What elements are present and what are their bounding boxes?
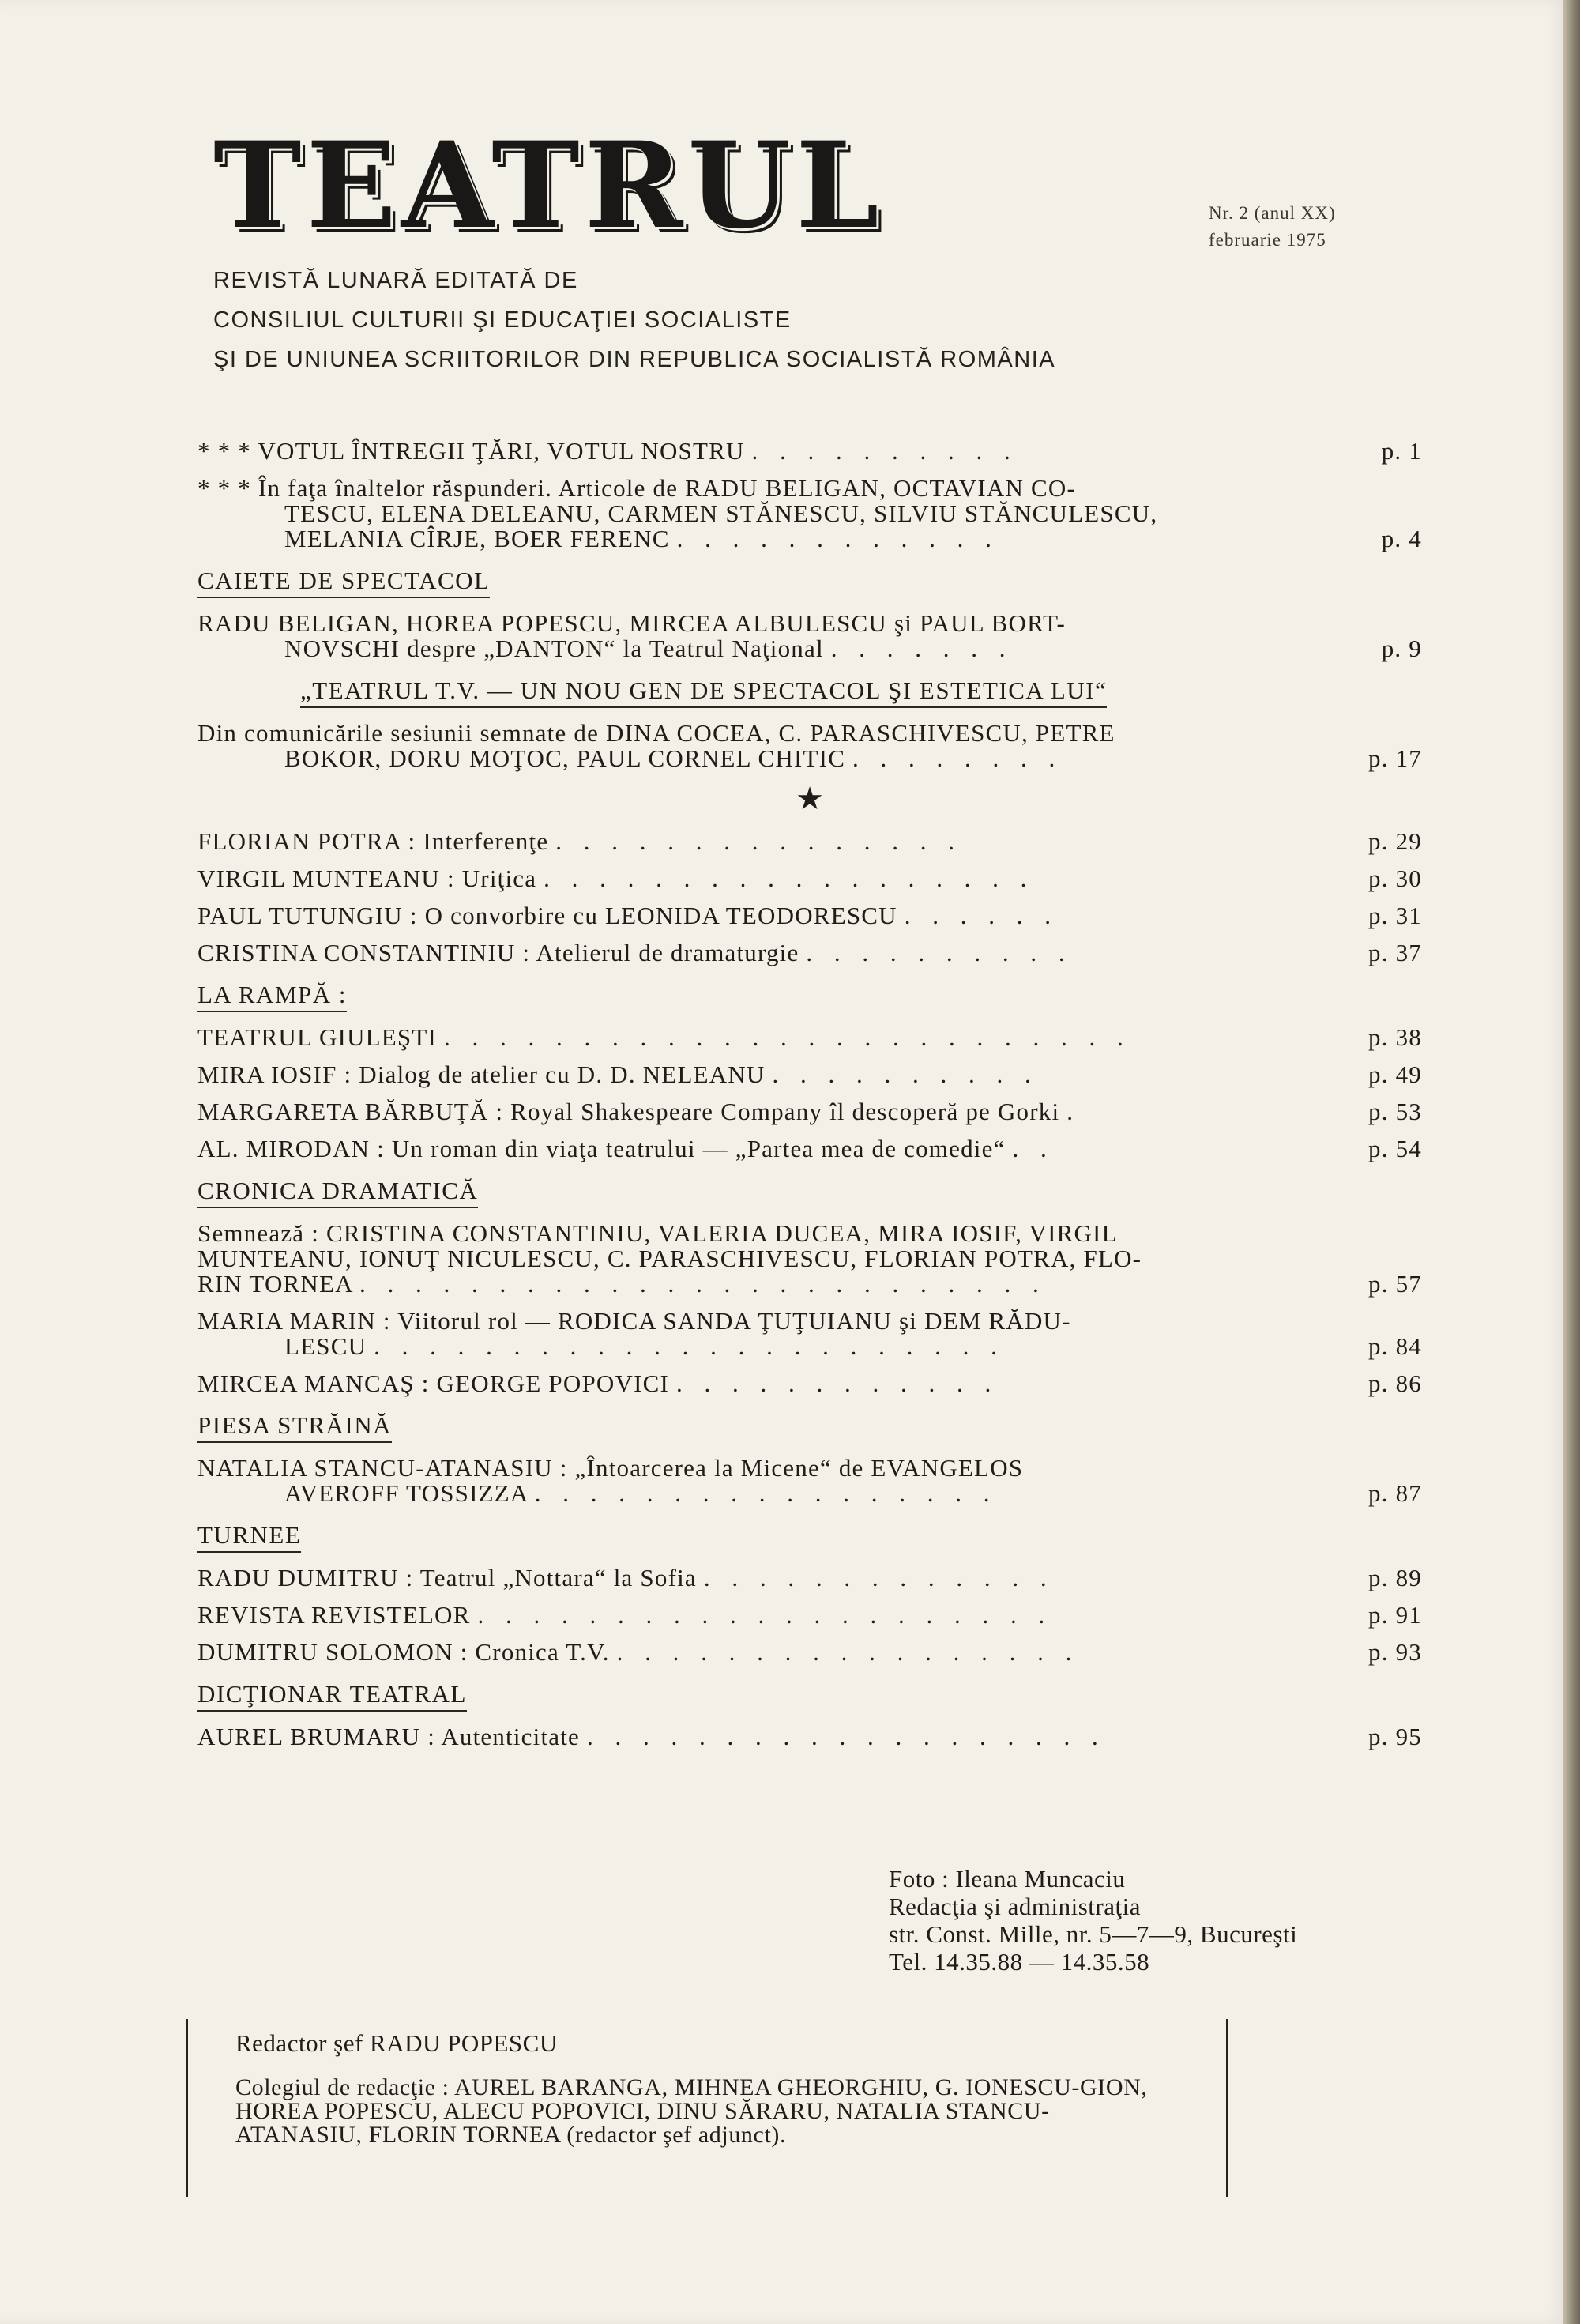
address: str. Const. Mille, nr. 5—7—9, Bucureşti xyxy=(889,1920,1298,1948)
editor-in-chief: Redactor şef RADU POPESCU xyxy=(235,2029,558,2057)
toc-entry[interactable]: MARGARETA BĂRBUŢĂ : Royal Shakespeare Company îl descoperă pe Gorki . p. 53 xyxy=(198,1098,1422,1125)
toc-entry[interactable]: AL. MIRODAN : Un roman din viaţa teatrului — „Partea mea de comedie“ . . p. 54 xyxy=(198,1135,1422,1162)
entry-text: VIRGIL MUNTEANU : Uriţica xyxy=(198,864,537,892)
entry-text: TESCU, ELENA DELEANU, CARMEN STĂNESCU, SILVIU STĂNCULESCU, xyxy=(284,499,1158,527)
entry-text: REVISTA REVISTELOR xyxy=(198,1601,471,1629)
toc-entry[interactable]: VIRGIL MUNTEANU : Uriţica . . . . . . . . . . . . . . . . . . p. 30 xyxy=(198,864,1422,892)
telephone: Tel. 14.35.88 — 14.35.58 xyxy=(889,1948,1150,1976)
entry-text: Semnează : CRISTINA CONSTANTINIU, VALERIA DUCEA, MIRA IOSIF, VIRGIL xyxy=(198,1219,1118,1247)
photo-credit: Foto : Ileana Muncaciu xyxy=(889,1865,1126,1893)
toc-entry[interactable]: TEATRUL GIULEŞTI . . . . . . . . . . . . . . . . . . . . . . . . . p. 38 xyxy=(198,1023,1422,1051)
editorial-office: Redacţia şi administraţia xyxy=(889,1893,1141,1920)
address-block xyxy=(889,1865,1297,1976)
page-number: p. 53 xyxy=(1368,1098,1422,1125)
table-of-contents xyxy=(198,439,1422,1761)
toc-entry[interactable]: AUREL BRUMARU : Autenticitate . . . . . . . . . . . . . . . . . . . p. 95 xyxy=(198,1723,1422,1750)
page-number: p. 89 xyxy=(1368,1564,1422,1591)
publisher-line: CONSILIUL CULTURII ŞI EDUCAŢIEI SOCIALISTE xyxy=(213,307,792,333)
toc-entry[interactable]: MARIA MARIN : Viitorul rol — RODICA SANDA ŢUŢUIANU şi DEM RĂDU- LESCU . . . . . . . . . . . . . . . . . . . . . . . p. 84 xyxy=(198,1307,1422,1360)
toc-entry[interactable]: PAUL TUTUNGIU : O convorbire cu LEONIDA TEODORESCU . . . . . . p. 31 xyxy=(198,902,1422,929)
entry-text: LESCU xyxy=(284,1332,367,1360)
entry-text: MUNTEANU, IONUŢ NICULESCU, C. PARASCHIVESCU, FLORIAN POTRA, FLO- xyxy=(198,1245,1142,1272)
publisher-line: ŞI DE UNIUNEA SCRIITORILOR DIN REPUBLICA SOCIALISTĂ ROMÂNIA xyxy=(213,347,1056,372)
page-number: p. 93 xyxy=(1368,1638,1422,1666)
toc-entry[interactable]: Din comunicările sesiunii semnate de DINA COCEA, C. PARASCHIVESCU, PETRE BOKOR, DORU MOŢOC, PAUL CORNEL CHITIC . . . . . . . . p. 17 xyxy=(198,719,1422,772)
entry-text: RADU BELIGAN, HOREA POPESCU, MIRCEA ALBULESCU şi PAUL BORT- xyxy=(198,609,1066,637)
binding-edge xyxy=(1563,0,1580,2324)
entry-text: DUMITRU SOLOMON : Cronica T.V. xyxy=(198,1638,610,1666)
entry-text: RIN TORNEA xyxy=(198,1270,353,1298)
entry-text: AL. MIRODAN : Un roman din viaţa teatrului — „Partea mea de comedie“ xyxy=(198,1135,1006,1162)
toc-entry[interactable]: MIRA IOSIF : Dialog de atelier cu D. D. NELEANU . . . . . . . . . . p. 49 xyxy=(198,1060,1422,1088)
entry-text: MARGARETA BĂRBUŢĂ : Royal Shakespeare Company îl descoperă pe Gorki xyxy=(198,1098,1060,1125)
entry-text: FLORIAN POTRA : Interferenţe xyxy=(198,827,549,855)
entry-text: TEATRUL GIULEŞTI xyxy=(198,1023,438,1051)
issue-number: Nr. 2 (anul XX) xyxy=(1209,203,1336,223)
entry-text: AUREL BRUMARU : Autenticitate xyxy=(198,1723,580,1750)
page-number: p. 54 xyxy=(1368,1135,1422,1162)
entry-text: MELANIA CÎRJE, BOER FERENC xyxy=(284,525,670,552)
toc-entry[interactable]: Semnează : CRISTINA CONSTANTINIU, VALERIA DUCEA, MIRA IOSIF, VIRGIL MUNTEANU, IONUŢ NICULESCU, C. PARASCHIVESCU, FLORIAN POTRA, FLO- RIN TORNEA . . . . . . . . . . . . . . . . . . . . . . . . . p. 57 xyxy=(198,1219,1422,1298)
logo-text: TEATRUL xyxy=(213,116,884,255)
publisher-block xyxy=(213,261,1055,379)
page-number: p. 1 xyxy=(1381,437,1422,465)
page-number: p. 31 xyxy=(1368,902,1422,929)
page-number: p. 49 xyxy=(1368,1060,1422,1088)
toc-entry[interactable]: NATALIA STANCU-ATANASIU : „Întoarcerea la Micene“ de EVANGELOS AVEROFF TOSSIZZA . . . . . . . . . . . . . . . . . p. 87 xyxy=(198,1454,1422,1507)
entry-text: MARIA MARIN : Viitorul rol — RODICA SANDA ŢUŢUIANU şi DEM RĂDU- xyxy=(198,1307,1071,1335)
entry-text: NATALIA STANCU-ATANASIU : „Întoarcerea la Micene“ de EVANGELOS xyxy=(198,1454,1024,1482)
issue-date: februarie 1975 xyxy=(1209,230,1326,250)
entry-text: NOVSCHI despre „DANTON“ la Teatrul Naţional xyxy=(284,635,824,662)
entry-text: BOKOR, DORU MOŢOC, PAUL CORNEL CHITIC xyxy=(284,744,846,772)
entry-text: * * * VOTUL ÎNTREGII ŢĂRI, VOTUL NOSTRU xyxy=(198,437,745,465)
section-heading: TURNEE xyxy=(198,1521,301,1553)
teatrul-logo xyxy=(213,116,884,255)
entry-text: MIRA IOSIF : Dialog de atelier cu D. D. NELEANU xyxy=(198,1060,766,1088)
toc-entry[interactable]: FLORIAN POTRA : Interferenţe . . . . . . . . . . . . . . . p. 29 xyxy=(198,827,1422,855)
page-number: p. 17 xyxy=(1368,744,1422,772)
page-number: p. 95 xyxy=(1368,1723,1422,1750)
section-heading: LA RAMPĂ : xyxy=(198,981,347,1012)
page-number: p. 57 xyxy=(1368,1270,1422,1298)
entry-text: RADU DUMITRU : Teatrul „Nottara“ la Sofia xyxy=(198,1564,697,1591)
page-number: p. 29 xyxy=(1368,827,1422,855)
toc-entry[interactable]: * * * VOTUL ÎNTREGII ŢĂRI, VOTUL NOSTRU . . . . . . . . . . p. 1 xyxy=(198,437,1422,465)
page-number: p. 91 xyxy=(1368,1601,1422,1629)
editorial-board: Colegiul de redacţie : AUREL BARANGA, MIHNEA GHEORGHIU, G. IONESCU-GION, HOREA POPESCU, ALECU POPOVICI, DINU SĂRARU, NATALIA STANCU-ATANASIU, FLORIN TORNEA (redactor şef adjunct). xyxy=(235,2074,1148,2148)
entry-text: PAUL TUTUNGIU : O convorbire cu LEONIDA TEODORESCU xyxy=(198,902,897,929)
publisher-line: REVISTĂ LUNARĂ EDITATĂ DE xyxy=(213,268,578,293)
toc-entry[interactable]: MIRCEA MANCAŞ : GEORGE POPOVICI . . . . . . . . . . . . p. 86 xyxy=(198,1369,1422,1397)
page-number: p. 9 xyxy=(1381,635,1422,662)
toc-entry[interactable]: REVISTA REVISTELOR . . . . . . . . . . . . . . . . . . . . . p. 91 xyxy=(198,1601,1422,1629)
section-heading: „TEATRUL T.V. — UN NOU GEN DE SPECTACOL ŞI ESTETICA LUI“ xyxy=(300,676,1107,708)
toc-entry[interactable]: RADU DUMITRU : Teatrul „Nottara“ la Sofia . . . . . . . . . . . . . p. 89 xyxy=(198,1564,1422,1591)
star-divider: ★ xyxy=(796,781,824,817)
toc-entry[interactable]: * * * În faţa înaltelor răspunderi. Articole de RADU BELIGAN, OCTAVIAN CO- TESCU, ELENA DELEANU, CARMEN STĂNESCU, SILVIU STĂNCULESCU, MELANIA CÎRJE, BOER FERENC . . . . . . . . . . . . p. 4 xyxy=(198,474,1422,552)
entry-text: MIRCEA MANCAŞ : GEORGE POPOVICI xyxy=(198,1369,669,1397)
page-number: p. 84 xyxy=(1368,1332,1422,1360)
page-number: p. 87 xyxy=(1368,1479,1422,1507)
entry-text: Din comunicările sesiunii semnate de DINA COCEA, C. PARASCHIVESCU, PETRE xyxy=(198,719,1115,747)
section-heading: CRONICA DRAMATICĂ xyxy=(198,1177,478,1208)
entry-text: CRISTINA CONSTANTINIU : Atelierul de dramaturgie xyxy=(198,939,799,966)
page-number: p. 86 xyxy=(1368,1369,1422,1397)
section-heading: DICŢIONAR TEATRAL xyxy=(198,1680,467,1712)
section-heading: PIESA STRĂINĂ xyxy=(198,1411,392,1443)
toc-entry[interactable]: CRISTINA CONSTANTINIU : Atelierul de dramaturgie . . . . . . . . . . p. 37 xyxy=(198,939,1422,966)
toc-entry[interactable]: RADU BELIGAN, HOREA POPESCU, MIRCEA ALBULESCU şi PAUL BORT- NOVSCHI despre „DANTON“ la Teatrul Naţional . . . . . . . p. 9 xyxy=(198,609,1422,662)
page-number: p. 38 xyxy=(1368,1023,1422,1051)
issue-info xyxy=(1209,200,1336,254)
page-number: p. 4 xyxy=(1381,525,1422,552)
editorial-board-box xyxy=(186,2019,1228,2197)
toc-entry[interactable]: DUMITRU SOLOMON : Cronica T.V. . . . . . . . . . . . . . . . . . p. 93 xyxy=(198,1638,1422,1666)
entry-text: AVEROFF TOSSIZZA xyxy=(284,1479,528,1507)
section-heading: CAIETE DE SPECTACOL xyxy=(198,567,490,598)
page-number: p. 30 xyxy=(1368,864,1422,892)
page-number: p. 37 xyxy=(1368,939,1422,966)
entry-text: * * * În faţa înaltelor răspunderi. Articole de RADU BELIGAN, OCTAVIAN CO- xyxy=(198,474,1076,502)
